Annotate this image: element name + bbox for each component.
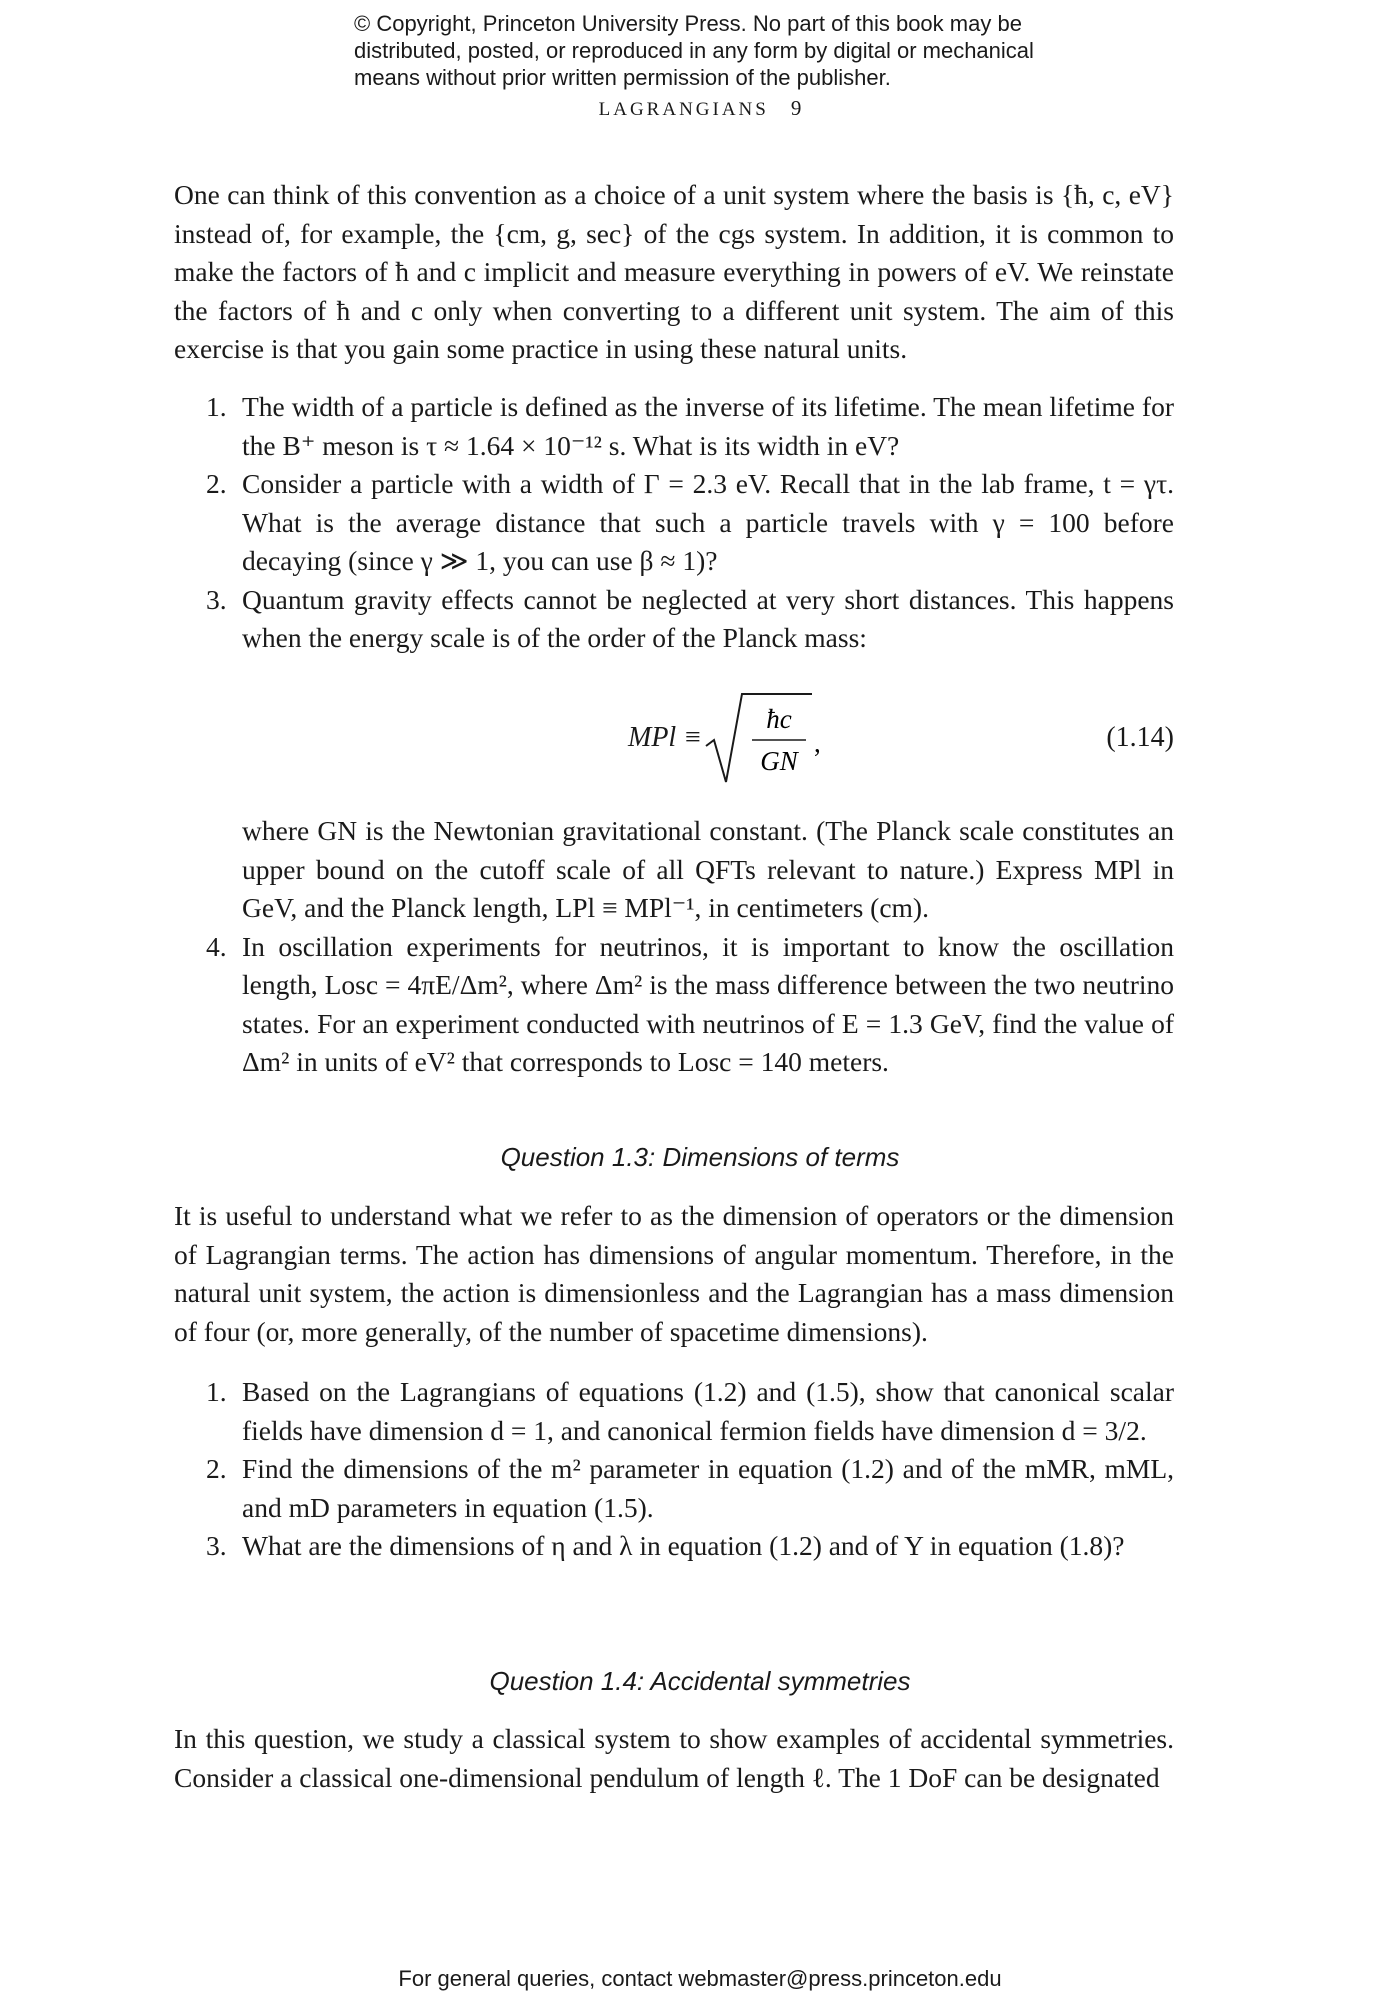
square-root-sign (702, 690, 1002, 790)
intro-paragraph: One can think of this convention as a choice of a unit system where the basis is {ħ, c, eV} instead of, for example, the {cm, g, sec} of the cgs system. In addition, it is common to make the factors of ħ and c implicit and measure everything in powers of eV. We reinstate the factors of ħ and c only when converting to a different unit system. The aim of this exercise is that you gain some practice in using these natural units. (174, 179, 1174, 364)
list-item: 1. The width of a particle is defined as the inverse of its lifetime. The mean lifetime for the B⁺ meson is τ ≈ 1.64 × 10⁻¹² s. What is its width in eV? (206, 391, 1174, 461)
equation-lhs: MPl ≡ (628, 722, 703, 753)
exercise-list-2 (206, 1373, 1174, 1566)
section-1-3-paragraph: It is useful to understand what we refer to as the dimension of operators or the dimension of Lagrangian terms. The action has dimensions of angular momentum. Therefore, in the natural unit system, the action is dimensionless and the Lagrangian has a mass dimension of four (or, more generally, of the number of spacetime dimensions). (174, 1200, 1174, 1347)
page-number: 9 (790, 96, 802, 120)
list-item: 1. Based on the Lagrangians of equations (1.2) and (1.5), show that canonical scalar fields have dimension d = 1, and canonical fermion fields have dimension d = 3/2. (206, 1376, 1174, 1446)
copyright-notice: © Copyright, Princeton University Press. No part of this book may be distributed, posted, or reproduced in any form by digital or mechanical means without prior written permission of the publisher. (354, 11, 1034, 90)
list-item: 3. What are the dimensions of η and λ in equation (1.2) and of Y in equation (1.8)? (206, 1530, 1125, 1561)
list-item: 4. In oscillation experiments for neutrinos, it is important to know the oscillation length, Losc = 4πE/Δm², where Δm² is the mass difference between the two neutrino states. For an experiment conducted with neutrinos of E = 1.3 GeV, find the value of Δm² in units of eV² that corresponds to Losc = 140 meters. (206, 930, 1174, 1077)
footer-contact: For general queries, contact webmaster@press.princeton.edu (398, 1966, 1002, 1991)
equation-number: (1.14) (1106, 722, 1174, 753)
exercise-list-1-continued (206, 812, 1174, 1082)
list-item: 2. Consider a particle with a width of Γ = 2.3 eV. Recall that in the lab frame, t = γτ. What is the average distance that such a particle travels with γ = 100 before decaying (since γ ≫ 1, you can use β ≈ 1)? (206, 468, 1174, 576)
svg-text:,: , (814, 728, 821, 758)
equation-numerator: ħc (766, 704, 792, 734)
planck-mass-equation (174, 690, 1174, 790)
section-1-4-paragraph: In this question, we study a classical system to show examples of accidental symmetries. Consider a classical one-dimensional pendulum of length ℓ. The 1 DoF can be designated (174, 1723, 1174, 1793)
list-item-continuation: where GN is the Newtonian gravitational constant. (The Planck scale constitutes an upper bound on the cutoff scale of all QFTs relevant to nature.) Express MPl in GeV, and the Planck length, LPl ≡ MPl⁻¹, in centimeters (cm). (242, 815, 1174, 923)
list-item: 2. Find the dimensions of the m² parameter in equation (1.2) and of the mMR, mML, and mD parameters in equation (1.5). (206, 1453, 1174, 1523)
exercise-list-1 (206, 388, 1174, 658)
equation-denominator: GN (760, 746, 798, 776)
running-head (0, 96, 1400, 121)
running-title: LAGRANGIANS (598, 99, 769, 120)
section-title-1-4: Question 1.4: Accidental symmetries (489, 1666, 911, 1696)
section-title-1-3: Question 1.3: Dimensions of terms (500, 1142, 900, 1172)
list-item: 3. Quantum gravity effects cannot be neglected at very short distances. This happens when the energy scale is of the order of the Planck mass: (206, 583, 1174, 653)
